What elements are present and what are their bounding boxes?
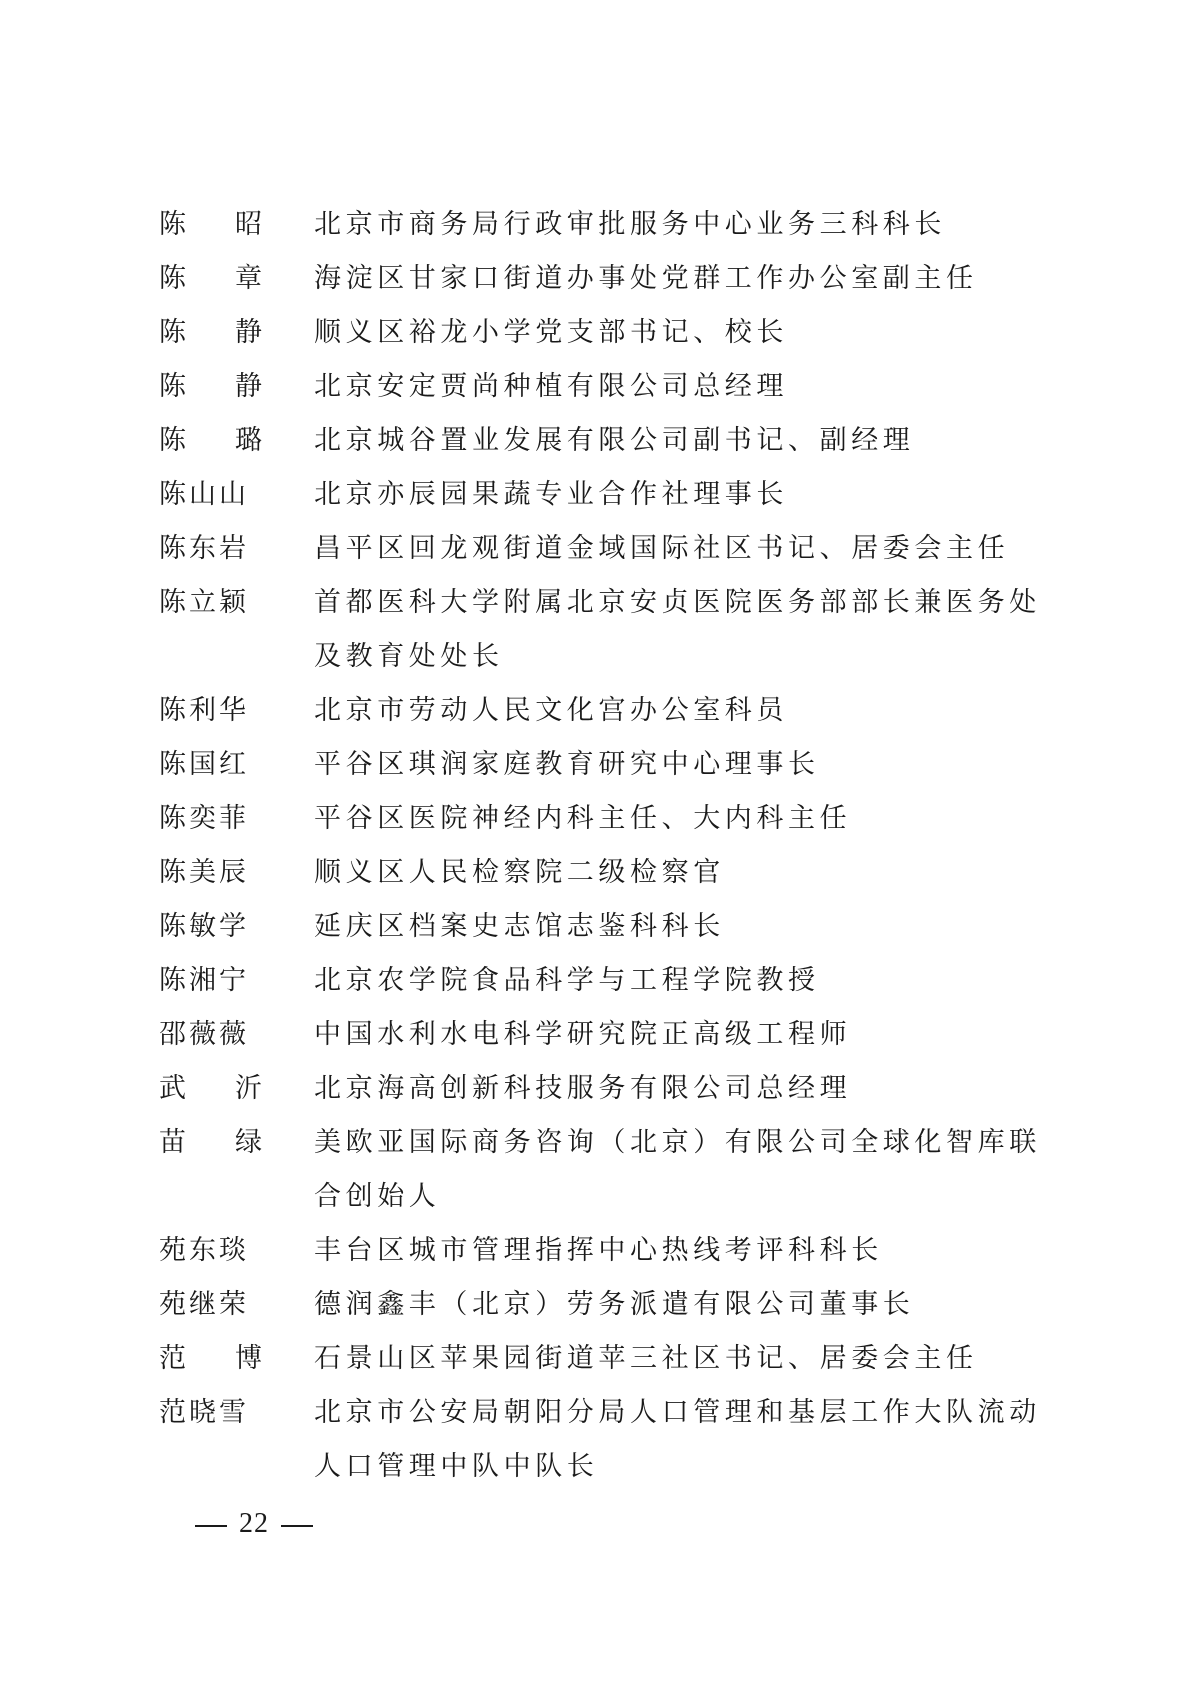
person-title: 延庆区档案史志馆志鉴科科长	[314, 911, 725, 942]
footer-dash-left	[195, 1525, 227, 1527]
person-title: 顺义区人民检察院二级检察官	[314, 857, 725, 888]
person-title: 北京市劳动人民文化宫办公室科员	[314, 695, 788, 726]
list-item	[159, 252, 1059, 306]
person-title: 丰台区城市管理指挥中心热线考评科科长	[314, 1235, 883, 1266]
person-name: 陈湘宁	[159, 965, 249, 996]
list-item	[159, 198, 1059, 252]
list-item	[159, 414, 1059, 468]
person-title: 北京亦辰园果蔬专业合作社理事长	[314, 479, 788, 510]
person-title: 北京城谷置业发展有限公司副书记、副经理	[314, 425, 915, 456]
person-name: 苗 绿	[159, 1127, 262, 1158]
person-title: 平谷区医院神经内科主任、大内科主任	[314, 803, 852, 834]
list-item	[159, 576, 1059, 684]
list-item	[159, 684, 1059, 738]
person-name: 陈 静	[159, 371, 262, 402]
person-name: 陈利华	[159, 695, 249, 726]
person-title: 中国水利水电科学研究院正高级工程师	[314, 1019, 852, 1050]
person-name: 陈 章	[159, 263, 262, 294]
list-item	[159, 1116, 1059, 1224]
person-title: 昌平区回龙观街道金域国际社区书记、居委会主任	[314, 533, 1010, 564]
list-item	[159, 306, 1059, 360]
person-name: 苑东琰	[159, 1235, 249, 1266]
person-title: 北京安定贾尚种植有限公司总经理	[314, 371, 788, 402]
page-number: 22	[239, 1508, 269, 1539]
footer-dash-right	[281, 1525, 313, 1527]
person-title: 北京农学院食品科学与工程学院教授	[314, 965, 820, 996]
list-item	[159, 522, 1059, 576]
list-item	[159, 1278, 1059, 1332]
person-name: 陈奕菲	[159, 803, 249, 834]
person-name: 武 沂	[159, 1073, 262, 1104]
person-name: 邵薇薇	[159, 1019, 249, 1050]
person-name: 陈 璐	[159, 425, 262, 456]
person-title: 顺义区裕龙小学党支部书记、校长	[314, 317, 788, 348]
list-item	[159, 1332, 1059, 1386]
person-title: 德润鑫丰（北京）劳务派遣有限公司董事长	[314, 1289, 915, 1320]
person-name: 苑继荣	[159, 1289, 249, 1320]
person-title: 北京海高创新科技服务有限公司总经理	[314, 1073, 852, 1104]
page-footer	[183, 1508, 325, 1540]
person-name: 陈美辰	[159, 857, 249, 888]
person-name: 陈立颖	[159, 587, 249, 618]
list-item	[159, 900, 1059, 954]
list-item	[159, 738, 1059, 792]
honoree-list	[159, 198, 1059, 1494]
person-title: 北京市商务局行政审批服务中心业务三科科长	[314, 209, 946, 240]
person-name: 范晓雪	[159, 1397, 249, 1428]
list-item	[159, 1386, 1059, 1494]
person-title: 首都医科大学附属北京安贞医院医务部部长兼医务处及教育处处长	[314, 587, 1041, 672]
person-name: 陈东岩	[159, 533, 249, 564]
list-item	[159, 792, 1059, 846]
person-title: 平谷区琪润家庭教育研究中心理事长	[314, 749, 820, 780]
person-title: 海淀区甘家口街道办事处党群工作办公室副主任	[314, 263, 978, 294]
person-name: 范 博	[159, 1343, 262, 1374]
list-item	[159, 846, 1059, 900]
person-title: 美欧亚国际商务咨询（北京）有限公司全球化智库联合创始人	[314, 1127, 1041, 1212]
list-item	[159, 1008, 1059, 1062]
list-item	[159, 954, 1059, 1008]
person-name: 陈国红	[159, 749, 249, 780]
person-name: 陈山山	[159, 479, 249, 510]
person-name: 陈 静	[159, 317, 262, 348]
list-item	[159, 468, 1059, 522]
person-title: 北京市公安局朝阳分局人口管理和基层工作大队流动人口管理中队中队长	[314, 1397, 1041, 1482]
list-item	[159, 1224, 1059, 1278]
person-name: 陈敏学	[159, 911, 249, 942]
person-name: 陈 昭	[159, 209, 262, 240]
list-item	[159, 360, 1059, 414]
person-title: 石景山区苹果园街道苹三社区书记、居委会主任	[314, 1343, 978, 1374]
list-item	[159, 1062, 1059, 1116]
